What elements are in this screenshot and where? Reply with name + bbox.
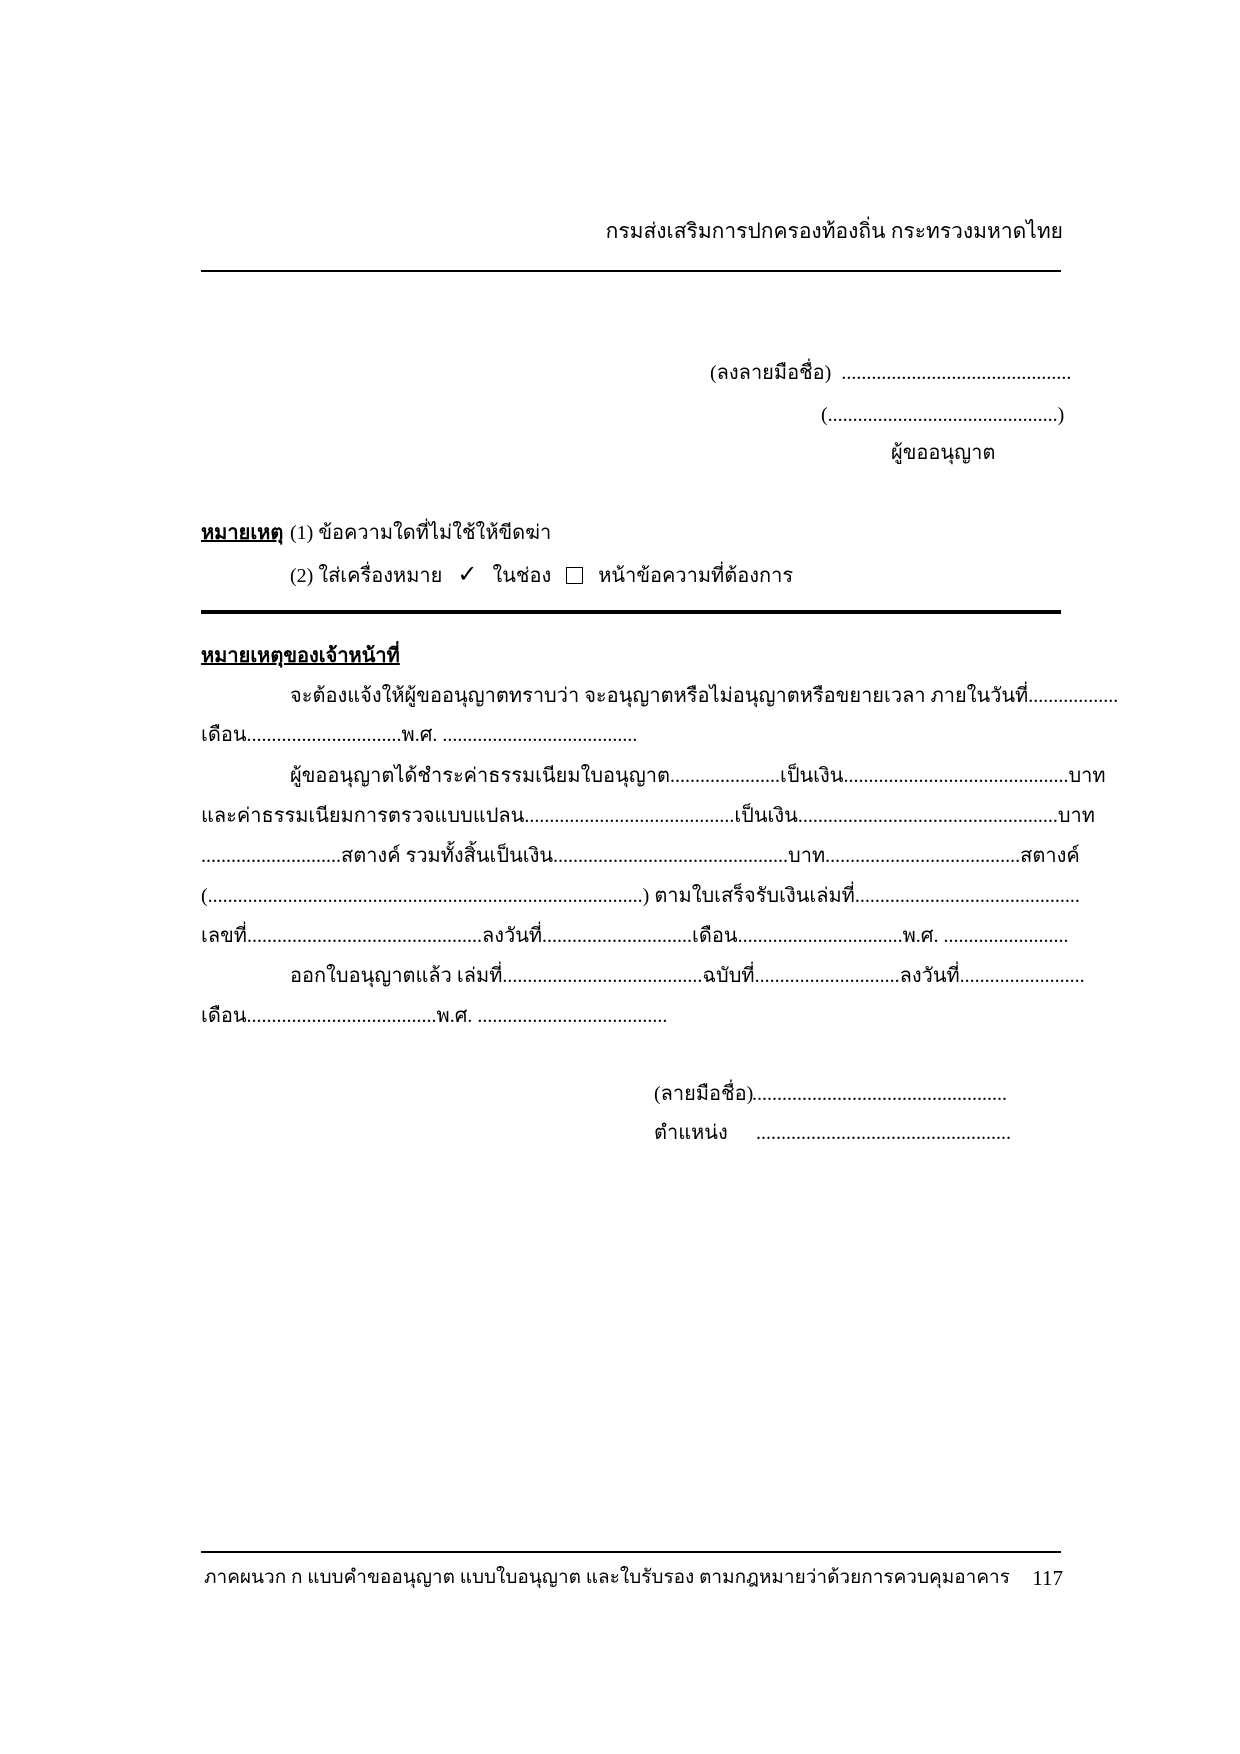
officer-sign-dots: ................................................... bbox=[752, 1083, 1007, 1105]
officer-position-dots: ................................................... bbox=[756, 1122, 1011, 1144]
footer-rule bbox=[201, 1551, 1061, 1553]
officer-note-line-2: เดือน...............................พ.ศ. ....................................... bbox=[201, 724, 638, 746]
officer-notes-heading bbox=[201, 646, 400, 666]
officer-note-line-9: เดือน......................................พ.ศ. ...................................... bbox=[201, 1005, 668, 1027]
remarks-item-1: (1) ข้อความใดที่ไม่ใช้ให้ขีดฆ่า bbox=[290, 522, 552, 544]
officer-note-line-4: และค่าธรรมเนียมการตรวจแบบแปลน..........................................เป็นเงิน....................................................บาท bbox=[201, 805, 1095, 827]
remarks-item-2-middle: ในช่อง bbox=[492, 565, 552, 587]
officer-note-line-3: ผู้ขออนุญาตได้ชำระค่าธรรมเนียมใบอนุญาต......................เป็นเงิน.............................................บาท bbox=[290, 765, 1106, 787]
officer-note-line-5: ............................สตางค์ รวมทั้งสิ้นเป็นเงิน...............................................บาท.......................................สตางค์ bbox=[201, 845, 1080, 867]
remarks-item-2 bbox=[290, 562, 793, 586]
applicant-role: ผู้ขออนุญาต bbox=[891, 442, 996, 464]
applicant-name-line: (..............................................) bbox=[821, 404, 1065, 426]
header-rule bbox=[201, 270, 1061, 272]
empty-checkbox-icon bbox=[566, 567, 583, 584]
officer-note-line-1: จะต้องแจ้งให้ผู้ขออนุญาตทราบว่า จะอนุญาตหรือไม่อนุญาตหรือขยายเวลา ภายในวันที่.................. bbox=[290, 685, 1119, 707]
page-header-title: กรมส่งเสริมการปกครองท้องถิ่น กระทรวงมหาดไทย bbox=[605, 219, 1063, 243]
applicant-sign-dots: .............................................. bbox=[841, 362, 1072, 384]
applicant-sign-label: (ลงลายมือชื่อ) bbox=[710, 362, 832, 384]
section-divider bbox=[201, 610, 1061, 614]
officer-note-line-6: (.......................................................................................) ตามใบเสร็จรับเงินเล่มที่............................................. bbox=[201, 885, 1080, 907]
remarks-heading-label: หมายเหตุ bbox=[201, 522, 284, 544]
officer-position-label: ตำแหน่ง bbox=[654, 1122, 728, 1144]
footer-text: ภาคผนวก ก แบบคำขออนุญาต แบบใบอนุญาต และใบรับรอง ตามกฎหมายว่าด้วยการควบคุมอาคาร bbox=[204, 1567, 1010, 1588]
officer-note-line-8: ออกใบอนุญาตแล้ว เล่มที่........................................ฉบับที่.............................ลงวันที่......................... bbox=[290, 965, 1085, 987]
officer-sign-label: (ลายมือชื่อ) bbox=[654, 1083, 754, 1105]
page-number: 117 bbox=[1032, 1566, 1063, 1590]
remarks-item-2-prefix: (2) ใส่เครื่องหมาย bbox=[290, 565, 443, 587]
check-mark-icon: ✓ bbox=[457, 560, 478, 588]
remarks-heading bbox=[201, 523, 283, 543]
remarks-item-2-suffix: หน้าข้อความที่ต้องการ bbox=[598, 565, 794, 587]
applicant-sign-line bbox=[710, 363, 1071, 383]
officer-notes-heading-label: หมายเหตุของเจ้าหน้าที่ bbox=[201, 645, 400, 667]
officer-note-line-7: เลขที่...............................................ลงวันที่..............................เดือน.................................พ.ศ. ......................... bbox=[201, 925, 1069, 947]
